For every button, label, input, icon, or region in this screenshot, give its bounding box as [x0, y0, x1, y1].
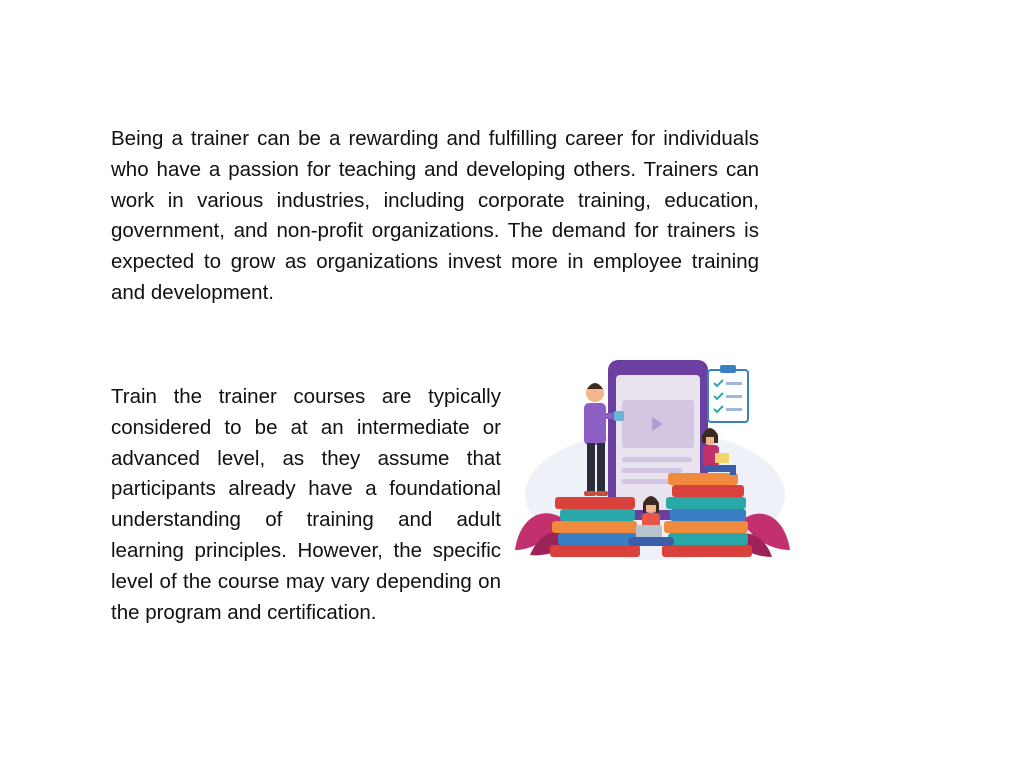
- left-book-stack-icon: [550, 497, 640, 557]
- right-book-stack-icon: [662, 473, 752, 557]
- online-learning-illustration: [510, 345, 795, 570]
- course-level-paragraph: Train the trainer courses are typically considered to be at an intermediate or advanced level, as they assume that participants already have a foundational understanding of training and adult learning principles. However, the specific level of the course may vary depending on the program and certification.: [111, 385, 501, 624]
- checklist-icon: [708, 365, 748, 422]
- intro-paragraph: Being a trainer can be a rewarding and fulfilling career for individuals who have a passion for teaching and developing others. Trainers can work in various industries, including corporate training, education, government, and non-profit organizations. The demand for trainers is expected to grow as organizations invest more in employee training and development.: [111, 127, 759, 304]
